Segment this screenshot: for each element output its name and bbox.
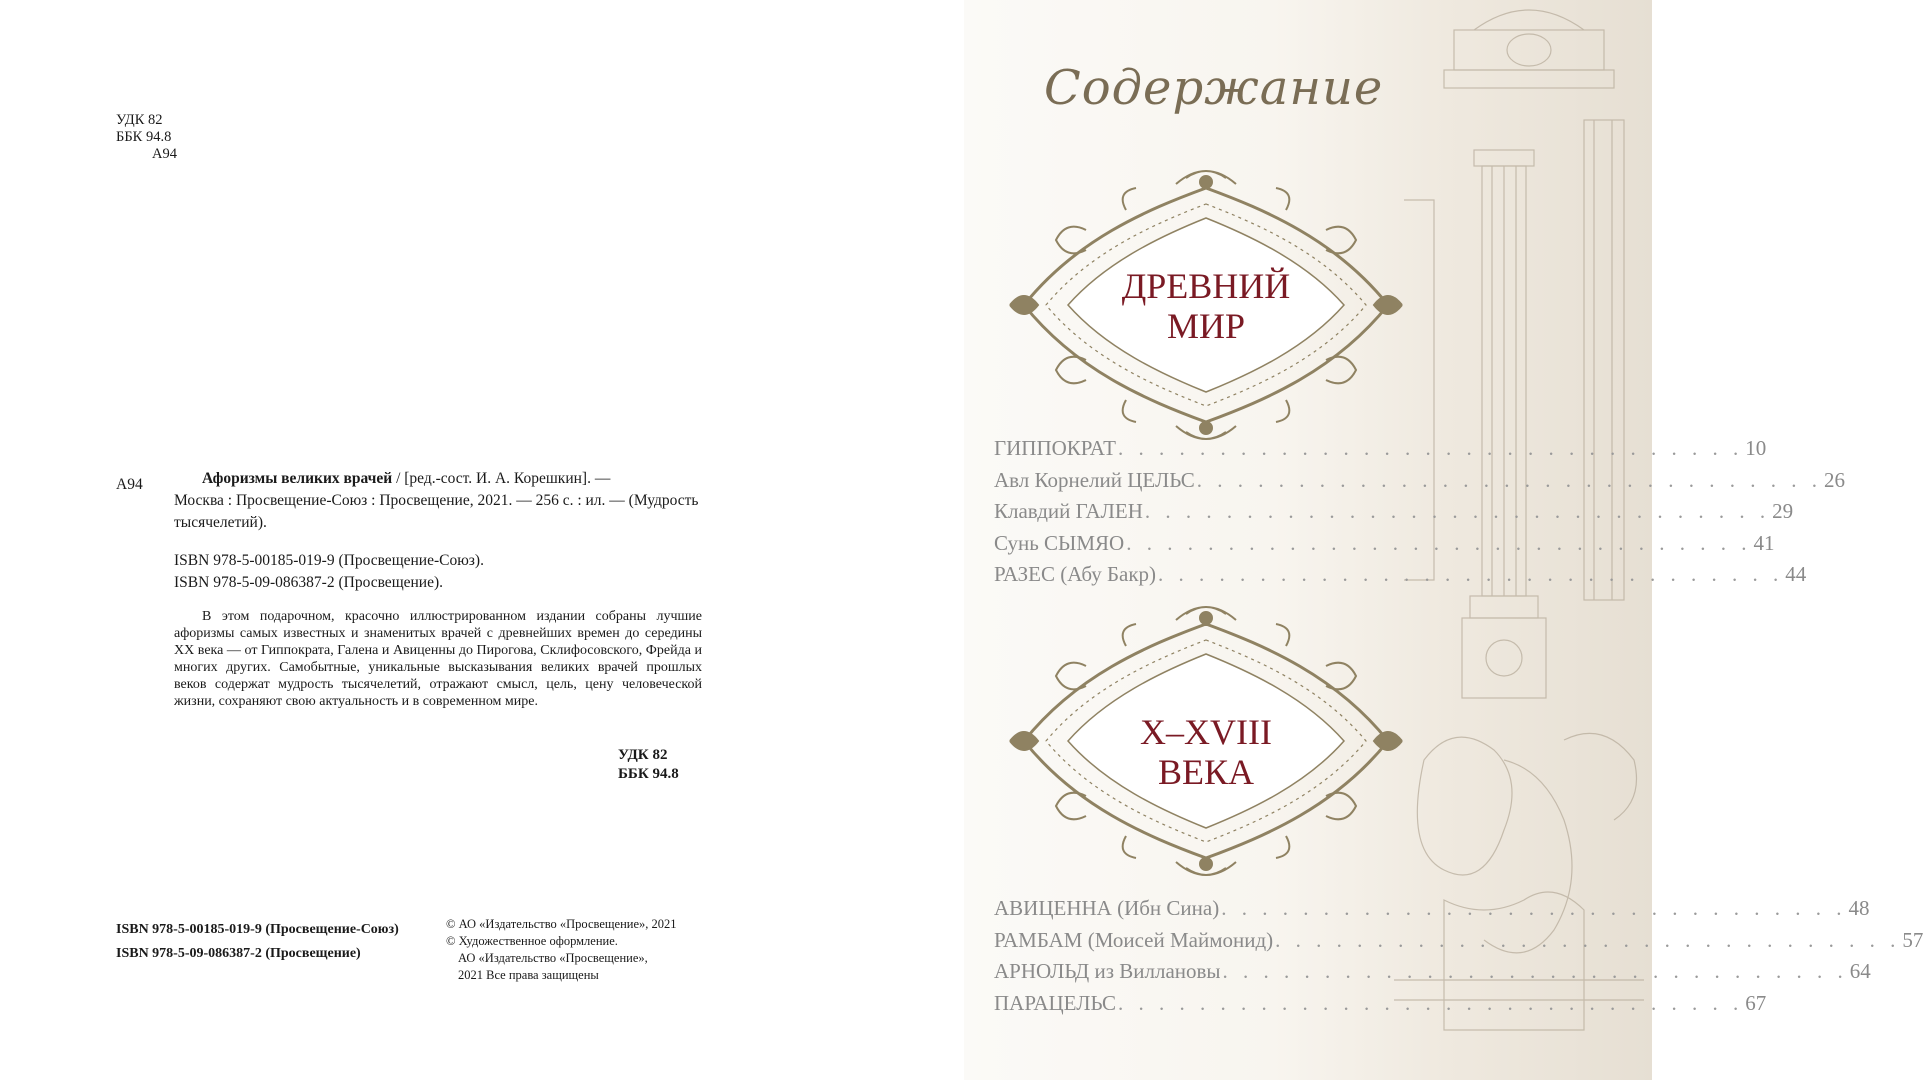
bbk-code: ББК 94.8 — [618, 766, 679, 782]
toc-entry-name: АВИЦЕННА (Ибн Сина) — [994, 896, 1220, 920]
section-title-line: ДРЕВНИЙ — [1121, 266, 1291, 306]
leader-dots: . . . . . . . . . . . . . . . . . . . . . . . . . . . . . . . — [1144, 499, 1771, 523]
toc-entry[interactable] — [994, 990, 1767, 1023]
toc-page-number: 10 — [1745, 436, 1767, 460]
leader-dots: . . . . . . . . . . . . . . . . . . . . . . . . . . . . . . . — [1221, 896, 1847, 920]
leader-dots: . . . . . . . . . . . . . . . . . . . . . . . . . . . . . . . — [1275, 927, 1901, 952]
toc-page-number: 26 — [1824, 467, 1846, 492]
entry-author-sign: А94 — [116, 476, 143, 493]
copyright-line: © Художественное оформление. — [446, 934, 618, 948]
book-annotation: В этом подарочном, красочно иллюстрированном издании собраны лучшие афоризмы самых известных и знаменитых врачей с древнейших времен до середины XX века — от Гиппократа, Галена и Авиценны до Пирогова, Склифосовского, Фрейда и многих других. Самобытные, уникальные высказывания великих врачей прошлых веков содержат мудрость тысячелетий, отражают смысл, цель, цену человеческой жизни, сохраняют свою актуальность и в современном мире. — [174, 609, 702, 709]
toc-entry-name: Клавдий ГАЛЕН — [994, 499, 1143, 523]
toc-entry[interactable] — [994, 467, 1846, 500]
bbk-code: ББК 94.8 — [116, 129, 172, 145]
leader-dots: . . . . . . . . . . . . . . . . . . . . . . . . . . . . . . . — [1196, 467, 1823, 492]
copyright-line: © АО «Издательство «Просвещение», 2021 — [446, 917, 677, 931]
isbn-line: ISBN 978-5-00185-019-9 (Просвещение-Союз). — [174, 552, 484, 569]
toc-entry-name: РАМБАМ (Моисей Маймонид) — [994, 927, 1274, 952]
leader-dots: . . . . . . . . . . . . . . . . . . . . . . . . . . . . . . . — [1126, 530, 1752, 555]
leader-dots: . . . . . . . . . . . . . . . . . . . . . . . . . . . . . . . — [1158, 562, 1784, 586]
section-title-line: МИР — [1166, 306, 1246, 346]
contents-list-ancient-world — [994, 436, 1846, 594]
toc-entry-name: ПАРАЦЕЛЬС — [994, 990, 1116, 1015]
toc-page-number: 29 — [1772, 499, 1794, 523]
copyright-line: 2021 Все права защищены — [458, 968, 599, 982]
toc-entry-name: Сунь СЫМЯО — [994, 530, 1125, 555]
classification-codes-bottom — [618, 746, 679, 784]
section-cartouche-10-18-centuries — [1006, 606, 1406, 876]
toc-entry[interactable] — [994, 927, 1923, 960]
editor-info: / [ред.-сост. И. А. Корешкин]. — — [392, 470, 611, 487]
toc-entry[interactable] — [994, 896, 1870, 928]
section-title — [1006, 266, 1406, 346]
classification-codes-top — [116, 112, 177, 163]
toc-page-number: 41 — [1753, 530, 1775, 555]
toc-entry[interactable] — [994, 959, 1871, 991]
toc-entry-name: Авл Корнелий ЦЕЛЬС — [994, 467, 1195, 492]
leader-dots: . . . . . . . . . . . . . . . . . . . . . . . . . . . . . . . — [1222, 959, 1848, 983]
toc-entry[interactable] — [994, 530, 1775, 563]
isbn-list — [174, 550, 484, 594]
section-title-line: X–XVIII — [1140, 712, 1272, 752]
bibliographic-entry — [174, 468, 702, 490]
toc-entry-name: РАЗЕС (Абу Бакр) — [994, 562, 1157, 586]
isbn-line: ISBN 978-5-09-086387-2 (Просвещение) — [116, 946, 361, 961]
toc-page-number: 57 — [1902, 927, 1923, 952]
book-title: Афоризмы великих врачей — [202, 470, 393, 487]
author-sign: А94 — [152, 146, 177, 162]
copyright-line: АО «Издательство «Просвещение», — [458, 951, 648, 965]
contents-list-10-18-centuries — [994, 896, 1923, 1022]
toc-page-number: 48 — [1848, 896, 1870, 920]
section-title — [1006, 712, 1406, 792]
toc-entry[interactable] — [994, 436, 1767, 468]
isbn-line: ISBN 978-5-09-086387-2 (Просвещение). — [174, 574, 444, 591]
leader-dots: . . . . . . . . . . . . . . . . . . . . . . . . . . . . . . . — [1118, 990, 1744, 1015]
toc-page-number: 67 — [1745, 990, 1767, 1015]
isbn-footer — [116, 918, 399, 966]
publisher-info: Москва : Просвещение-Союз : Просвещение, 2021. — 256 с. : ил. — (Мудрость тысячелетий). — [174, 492, 699, 531]
udk-code: УДК 82 — [116, 112, 163, 128]
udk-code: УДК 82 — [618, 747, 668, 763]
toc-page-number: 64 — [1849, 959, 1871, 983]
toc-entry[interactable] — [994, 562, 1807, 594]
toc-entry-name: АРНОЛЬД из Виллановы — [994, 959, 1221, 983]
contents-title: Содержание — [1044, 60, 1384, 116]
toc-entry-name: ГИППОКРАТ — [994, 436, 1116, 460]
copyright-notice — [446, 916, 677, 984]
isbn-line: ISBN 978-5-00185-019-9 (Просвещение-Союз) — [116, 922, 399, 937]
section-cartouche-ancient-world — [1006, 170, 1406, 440]
right-page-contents — [964, 0, 1923, 1080]
section-title-line: ВЕКА — [1157, 752, 1254, 792]
toc-entry[interactable] — [994, 499, 1794, 531]
leader-dots: . . . . . . . . . . . . . . . . . . . . . . . . . . . . . . . — [1117, 436, 1744, 460]
toc-page-number: 44 — [1785, 562, 1807, 586]
